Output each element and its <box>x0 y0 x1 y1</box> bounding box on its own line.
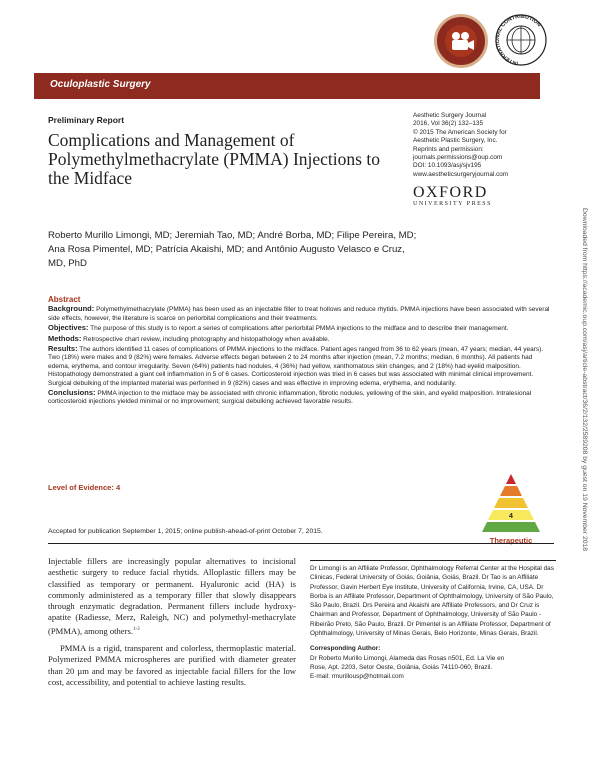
divider <box>48 543 554 544</box>
abstract-methods <box>48 335 554 344</box>
pyramid-tier-5 <box>482 522 540 532</box>
abstract-objectives <box>48 324 554 333</box>
results-text: The authors identified 11 cases of complications of PMMA injections to the midface. Patient ages ranged from 36 to 62 years (mean, 47 years; median, 44 years). Two (18%) were males and 9 (82%) were females. Adverse effects began between 2 to 24 months after injection (mean, 7.2 months; median, 6 months). All patients had edema, erythema, and contour irregularity. Seven (64%) patients had nodules, 4 (36%) had yellow, xanthomatous skin changes, and 2 (18%) had eyelid malposition. Histopathology demonstrated a giant cell inflammation in 5 of 6 cases. Corticosteroid injection was tried in 6 cases but was associated with minimal clinical improvement. Surgical debulking of the implanted material was performed in 9 (82%) cases and was effective in improving edema, erythema, and nodularity. <box>48 346 544 387</box>
abstract-background <box>48 305 554 323</box>
abstract-heading: Abstract <box>48 295 81 304</box>
pyramid-tier-1 <box>506 474 516 484</box>
body-paragraph-1-text: Injectable fillers are increasingly popular alternatives to incisional aesthetic surgery to reduce facial rhytids. Alloplastic fillers may be classified as temporary or permanent. Hyaluronic acid (HA) is commonly administered as a temporary filler that slowly disappears through enzymatic degradation. Permanent fillers include hydroxy-apatite (Radiesse, Merz, Raleigh, NC) and polymethyl-methacrylate (PMMA), among others. <box>48 556 296 636</box>
methods-text: Retrospective chart review, including photography and histopathology when available. <box>83 335 330 343</box>
affiliations-divider <box>310 560 556 561</box>
section-label: Oculoplastic Surgery <box>50 79 151 90</box>
journal-url[interactable]: www.aestheticsurgeryjournal.com <box>413 170 509 178</box>
download-note-text: Downloaded from https://academic.oup.com/asj/article-abstract/36/2/132/2589208 by guest on 19 November 2018 <box>581 208 588 552</box>
objectives-label: Objectives: <box>48 323 89 333</box>
journal-copyright: © 2015 The American Society for <box>413 128 507 136</box>
corresponding-email[interactable]: E-mail: rmurillousp@hotmail.com <box>310 673 404 681</box>
accepted-date: Accepted for publication September 1, 2015; online publish-ahead-of-print October 7, 2015. <box>48 528 323 535</box>
camera-icon <box>447 27 477 57</box>
level-of-evidence: Level of Evidence: 4 <box>48 483 121 492</box>
publisher-logo <box>413 184 553 207</box>
abstract-results <box>48 345 554 388</box>
journal-name: Aesthetic Surgery Journal <box>413 112 487 119</box>
journal-permissions-email[interactable]: journals.permissions@oup.com <box>413 154 503 162</box>
conclusions-text: PMMA injection to the midface may be associated with chronic inflammation, fibrotic nodules, yellowing of the skin, and eyelid malposition. Intralesional corticosteroid injections yielded minimal or no improvement; surgical debulking achieved favorable results. <box>48 390 532 406</box>
affiliations-box <box>310 556 556 682</box>
pyramid-label: Therapeutic <box>489 536 533 545</box>
body-paragraph-1 <box>48 556 296 637</box>
reference[interactable]: 1-3 <box>132 626 140 632</box>
background-label: Background: <box>48 304 95 314</box>
article-type: Preliminary Report <box>48 115 125 125</box>
pyramid-tier-2 <box>500 486 522 496</box>
corresponding-line-2: Rose, Apt. 2203, Setor Oeste, Goiânia, Goiás 74110-060, Brazil. <box>310 663 493 671</box>
evidence-pyramid <box>470 472 552 546</box>
journal-info <box>413 112 558 179</box>
pyramid-tier-3 <box>494 498 528 508</box>
corresponding-line-1: Dr Roberto Murillo Limongi, Alameda das Rosas n501, Ed. La Vie en <box>310 654 505 662</box>
body-text <box>48 556 296 688</box>
methods-label: Methods: <box>48 333 82 343</box>
journal-reprints: Reprints and permission: <box>413 145 484 153</box>
journal-volume: 2016, Vol 36(2) 132–135 <box>413 120 484 128</box>
section-banner <box>34 73 540 99</box>
international-contribution-seal <box>494 12 548 70</box>
publisher-sub: UNIVERSITY PRESS <box>413 201 492 207</box>
article-title: Complications and Management of Polymethylmethacrylate (PMMA) Injections to the Midface <box>48 130 380 188</box>
abstract <box>48 296 554 408</box>
body-paragraph-2: PMMA is a rigid, transparent and colorless, thermoplastic material. Polymerized PMMA microspheres are purified with diameter greater than 20 µm and may be favored as injectable facial fillers for the low cost, accessibility, and potential to achieve lasting results. <box>48 642 296 687</box>
publisher-name: OXFORD <box>413 184 488 201</box>
pyramid-level-number: 4 <box>509 513 513 520</box>
background-text: Polymethylmethacrylate (PMMA) has been used as an injectable filler to treat hollows and reduce rhytids. PMMA injections have been associated with several side effects, however, the literature is scarce on periorbital complications and their treatments. <box>48 306 550 322</box>
journal-society: Aesthetic Plastic Surgery, Inc. <box>413 137 498 145</box>
conclusions-label: Conclusions: <box>48 388 96 398</box>
affiliations-text: Dr Limongi is an Affiliate Professor, Ophthalmology Referral Center at the Hospital das Clinicas, Federal University of Goiás, Goiânia, Goiás, Brazil. Dr Tao is an Affiliate Professor, Gavin Herbert Eye Institute, University of California, Irvine, CA, USA. Dr Borba is an Affiliate Professor, Department of Ophthalmology, University of São Paulo, São Paulo, Brazil. Drs Pereira and Akaishi are Affiliate Professors, and Dr Cruz is Chairman and Professor, Department of Ophthalmology, University of São Paulo - Ribeirão Preto, São Paulo, Brazil. Dr Pimentel is an Affiliate Professor, Department of Ophthalmology, University of Minas Gerais, Belo Horizonte, Minas Gerais, Brazil. <box>310 565 554 638</box>
society-logo <box>434 14 488 68</box>
download-note <box>578 208 590 608</box>
header-logos <box>434 12 546 70</box>
journal-doi[interactable]: DOI: 10.1093/asj/sjv195 <box>413 162 482 170</box>
author-list: Roberto Murillo Limongi, MD; Jeremiah Tao, MD; André Borba, MD; Filipe Pereira, MD; Ana Rosa Pimentel, MD; Patrícia Akaishi, MD; and Antônio Augusto Velasco e Cruz, MD, PhD <box>48 230 417 269</box>
svg-text:INTERNATIONAL CONTRIBUTION: INTERNATIONAL CONTRIBUTION <box>494 13 542 66</box>
results-label: Results: <box>48 344 78 354</box>
corresponding-heading: Corresponding Author: <box>310 645 381 653</box>
objectives-text: The purpose of this study is to report a series of complications after periorbital PMMA injections to the midface and to describe their management. <box>90 325 509 333</box>
abstract-conclusions <box>48 389 554 407</box>
